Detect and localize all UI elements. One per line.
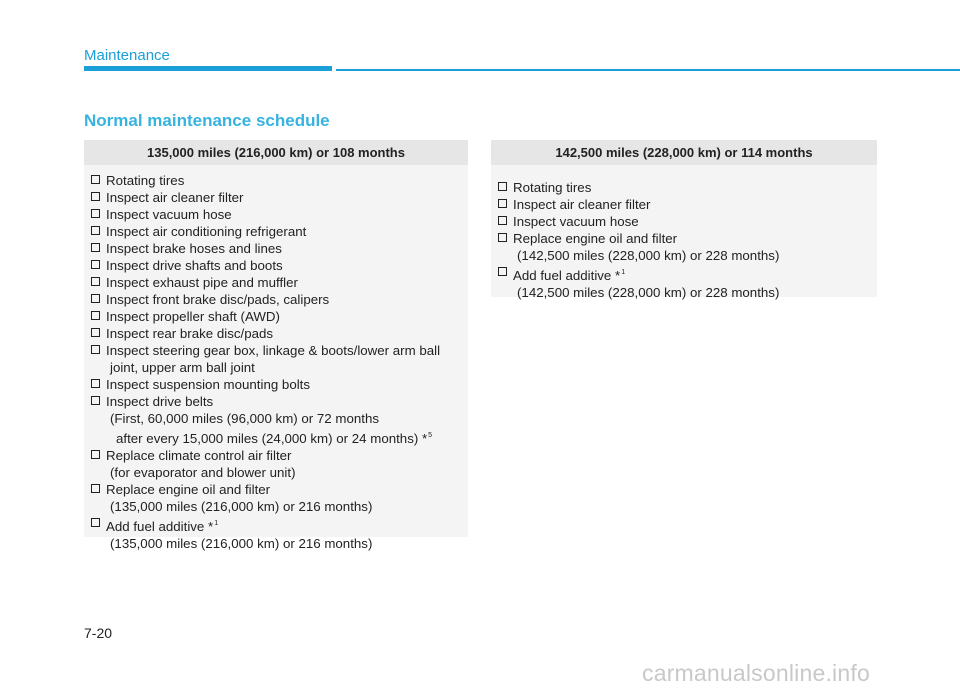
checkbox-icon: [91, 294, 100, 303]
checklist-item-text: Add fuel additive *: [513, 268, 621, 283]
checklist-item: [91, 172, 462, 189]
checklist-item: [91, 291, 462, 308]
checklist-item-text: Inspect suspension mounting bolts: [106, 377, 311, 392]
checklist-item-text: Inspect drive shafts and boots: [106, 258, 283, 273]
checkbox-icon: [91, 226, 100, 235]
checklist-item-text: Add fuel additive *: [106, 519, 214, 534]
checkbox-icon: [498, 233, 507, 242]
checklist-item: [91, 342, 462, 376]
checklist-item-detail: (First, 60,000 miles (96,000 km) or 72 months: [110, 411, 379, 426]
checkbox-icon: [91, 450, 100, 459]
checklist-item-detail: [106, 427, 462, 447]
checklist-item-text: Inspect front brake disc/pads, calipers: [106, 292, 330, 307]
watermark: carmanualsonline.info: [642, 660, 870, 686]
checklist-item-text: Inspect vacuum hose: [513, 214, 639, 229]
checklist-item-text: Inspect steering gear box, linkage & boots/lower arm ball: [106, 343, 441, 358]
schedule-box-142500: [491, 140, 877, 300]
checklist-item: [91, 257, 462, 274]
checkbox-icon: [91, 192, 100, 201]
page-heading: Normal maintenance schedule: [84, 111, 330, 130]
checklist-item-detail: (135,000 miles (216,000 km) or 216 months): [110, 536, 373, 551]
checklist-item: [91, 308, 462, 325]
checklist-item: [91, 376, 462, 393]
checkbox-icon: [91, 260, 100, 269]
schedule-box-title: 135,000 miles (216,000 km) or 108 months: [84, 140, 468, 165]
checkbox-icon: [91, 311, 100, 320]
schedule-item-list: [491, 165, 877, 301]
checkbox-icon: [91, 379, 100, 388]
checklist-item: [91, 240, 462, 257]
footnote-marker: 5: [428, 432, 433, 439]
checkbox-icon: [91, 328, 100, 337]
schedule-item-list: [84, 165, 468, 552]
checklist-item: [91, 447, 462, 481]
footnote-marker: 1: [621, 269, 626, 276]
footnote-marker: 1: [214, 520, 219, 527]
checkbox-icon: [498, 216, 507, 225]
checklist-item-text: Replace climate control air filter: [106, 448, 292, 463]
checkbox-icon: [91, 345, 100, 354]
checklist-item: [91, 515, 462, 552]
checklist-item-detail: (135,000 miles (216,000 km) or 216 months): [110, 499, 373, 514]
checklist-item: [91, 481, 462, 515]
schedule-box-title: 142,500 miles (228,000 km) or 114 months: [491, 140, 877, 165]
checklist-item-text: Rotating tires: [513, 180, 592, 195]
checklist-item: [498, 196, 871, 213]
checklist-item: [498, 179, 871, 196]
checklist-item-text: Rotating tires: [106, 173, 185, 188]
schedule-box-135000: [84, 140, 468, 551]
checklist-item: [91, 223, 462, 240]
header-rule-thick: [84, 66, 332, 71]
checkbox-icon: [498, 267, 507, 276]
checklist-item-detail: (for evaporator and blower unit): [110, 465, 296, 480]
checklist-item: [498, 230, 871, 264]
checklist-item-detail: (142,500 miles (228,000 km) or 228 months): [517, 248, 780, 263]
checklist-item-text: Inspect drive belts: [106, 394, 214, 409]
checkbox-icon: [91, 518, 100, 527]
page-number: 7-20: [84, 625, 113, 641]
checklist-item-text: Inspect rear brake disc/pads: [106, 326, 274, 341]
checklist-item-detail-text: after every 15,000 miles (24,000 km) or 24 months) *: [116, 431, 428, 446]
checklist-item: [91, 274, 462, 291]
checkbox-icon: [498, 199, 507, 208]
checkbox-icon: [91, 277, 100, 286]
checklist-item-text: Inspect air cleaner filter: [513, 197, 651, 212]
checklist-item-text: Replace engine oil and filter: [106, 482, 271, 497]
checklist-item: [91, 393, 462, 447]
checkbox-icon: [498, 182, 507, 191]
checkbox-icon: [91, 484, 100, 493]
checklist-item-text: Inspect brake hoses and lines: [106, 241, 282, 256]
checklist-item: [498, 264, 871, 301]
checklist-item: [91, 189, 462, 206]
checklist-item-detail: joint, upper arm ball joint: [110, 360, 255, 375]
checklist-item: [91, 325, 462, 342]
checklist-item-text: Inspect air conditioning refrigerant: [106, 224, 307, 239]
checklist-item-text: Inspect exhaust pipe and muffler: [106, 275, 298, 290]
checklist-item: [91, 206, 462, 223]
checklist-item-text: Inspect propeller shaft (AWD): [106, 309, 280, 324]
checklist-item-detail: (142,500 miles (228,000 km) or 228 months): [517, 285, 780, 300]
checkbox-icon: [91, 209, 100, 218]
checklist-item-text: Replace engine oil and filter: [513, 231, 678, 246]
header-rule-thin: [336, 69, 960, 71]
checklist-item-text: Inspect air cleaner filter: [106, 190, 244, 205]
checkbox-icon: [91, 396, 100, 405]
checkbox-icon: [91, 175, 100, 184]
checkbox-icon: [91, 243, 100, 252]
checklist-item-text: Inspect vacuum hose: [106, 207, 232, 222]
section-title: Maintenance: [84, 47, 170, 64]
checklist-item: [498, 213, 871, 230]
